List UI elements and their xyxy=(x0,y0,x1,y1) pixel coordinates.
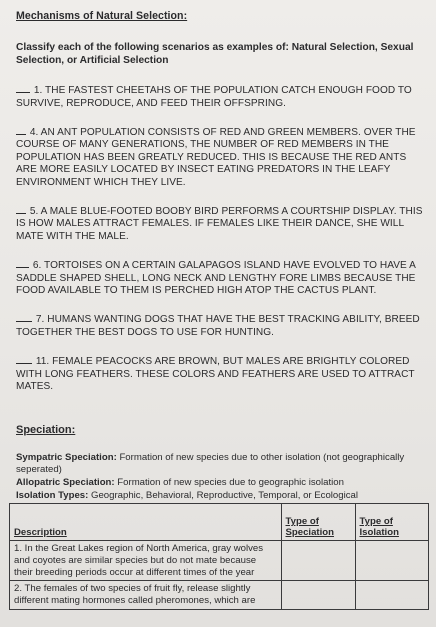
table-row xyxy=(10,541,429,581)
term: Isolation Types: xyxy=(16,489,89,501)
speciation-answer-cell[interactable] xyxy=(281,581,355,610)
answer-blank[interactable] xyxy=(16,354,32,364)
term: Sympatric Speciation: xyxy=(16,451,117,463)
isolation-answer-cell[interactable] xyxy=(355,541,429,581)
definition: Geographic, Behavioral, Reproductive, Temporal, or Ecological xyxy=(91,489,358,501)
page-title: Mechanisms of Natural Selection: xyxy=(16,10,188,22)
answer-blank[interactable] xyxy=(16,258,29,268)
instructions: Classify each of the following scenarios as examples of: Natural Selection, Sexual Selection, or Artificial Selection xyxy=(16,42,414,66)
table-header-row xyxy=(10,504,429,541)
scenario-5 xyxy=(16,204,428,243)
scenario-1 xyxy=(16,83,428,110)
scenario-7 xyxy=(16,312,428,339)
scenario-6 xyxy=(16,258,428,297)
allopatric-definition xyxy=(16,477,428,489)
worksheet-content xyxy=(16,10,428,503)
answer-blank[interactable] xyxy=(16,312,32,322)
answer-blank[interactable] xyxy=(16,204,26,214)
isolation-types xyxy=(16,490,428,502)
answer-blank[interactable] xyxy=(16,125,26,135)
table-row xyxy=(10,581,429,610)
column-header-description: Description xyxy=(10,504,282,541)
column-header-speciation: Type of Speciation xyxy=(281,504,355,541)
scenario-text: 11. FEMALE PEACOCKS ARE BROWN, BUT MALES ARE BRIGHTLY COLORED WITH LONG FEATHERS. THESE COLORS AND FEATHERS ARE USED TO ATTRACT MATES. xyxy=(16,356,415,393)
scenario-4 xyxy=(16,125,428,189)
definition: Formation of new species due to other isolation (not geographically seperated) xyxy=(16,451,405,475)
speciation-heading: Speciation: xyxy=(16,423,76,436)
sympatric-definition xyxy=(16,452,428,476)
isolation-answer-cell[interactable] xyxy=(355,581,429,610)
term: Allopatric Speciation: xyxy=(16,476,115,488)
scenario-text: 5. A MALE BLUE-FOOTED BOOBY BIRD PERFORMS A COURTSHIP DISPLAY. THIS IS HOW MALES ATTRACT FEMALES. IF FEMALES LIKE THEIR DANCE, SHE WILL MATE WITH THE MALE. xyxy=(16,206,423,242)
scenario-text: 6. TORTOISES ON A CERTAIN GALAPAGOS ISLAND HAVE EVOLVED TO HAVE A SADDLE SHAPED SHELL, LONG NECK AND LENGTHY FORE LIMBS BECAUSE THE FOOD AVAILABLE TO THEM IS PERCHED HIGH ATOP THE CACTUS PLANT. xyxy=(16,260,416,297)
definition: Formation of new species due to geographic isolation xyxy=(117,476,344,488)
scenario-11 xyxy=(16,354,428,393)
scenario-text: 7. HUMANS WANTING DOGS THAT HAVE THE BEST TRACKING ABILITY, BREED TOGETHER THE BEST DOGS TO USE FOR HUNTING. xyxy=(16,314,420,338)
column-header-isolation: Type of Isolation xyxy=(355,504,429,541)
answer-blank[interactable] xyxy=(16,83,30,93)
row-description: 2. The females of two species of fruit fly, release slightly different mating hormones called pheromones, which are xyxy=(10,581,282,610)
scenario-text: 4. AN ANT POPULATION CONSISTS OF RED AND GREEN MEMBERS. OVER THE COURSE OF MANY GENERATIONS, THE NUMBER OF RED MEMBERS IN THE POPULATION HAS BEEN GREATLY REDUCED. THIS IS BECAUSE THE RED ANTS ARE MORE EASILY LOCATED BY INSECT EATING PREDATORS IN THE LEAFY ENVIRONMENT WHICH THEY LIVE. xyxy=(16,127,416,188)
speciation-answer-cell[interactable] xyxy=(281,541,355,581)
scenario-text: 1. THE FASTEST CHEETAHS OF THE POPULATION CATCH ENOUGH FOOD TO SURVIVE, REPRODUCE, AND FEED THEIR OFFSPRING. xyxy=(16,85,412,109)
row-description: 1. In the Great Lakes region of North America, gray wolves and coyotes are similar species but do not mate because their breeding periods occur at different times of the year xyxy=(10,541,282,581)
speciation-table xyxy=(9,503,429,610)
